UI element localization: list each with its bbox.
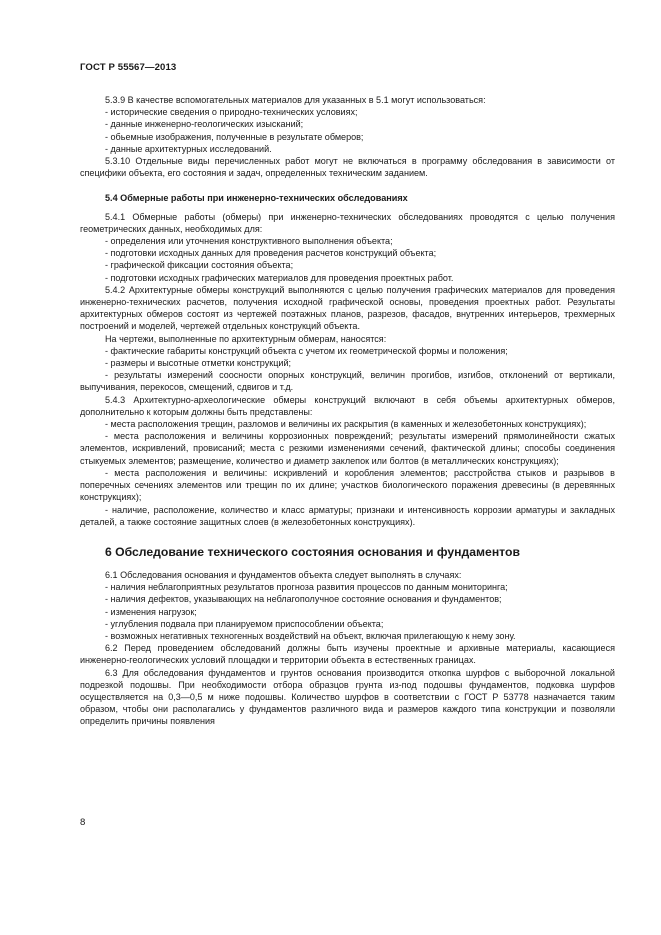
list-item: - наличия неблагоприятных результатов прогноза развития процессов по данным мониторинга; [105,582,508,593]
paragraph-5-3-10: 5.3.10 Отдельные виды перечисленных работ могут не включаться в программу обследования в зависимости от специфики объекта, его состояния и задач, определенных техническим заданием. [80,156,615,179]
list-item: - места расположения и величины коррозионных повреждений; результаты измерений прямолинейности сжатых элементов, искривлений, провисаний; места с резкими изменениями сечений, фактической длины; способы соединения стыкуемых элементов; размещение, количество и диаметр заклепок или болтов (в металлических конструкциях); [80,431,615,466]
paragraph-5-3-9: 5.3.9 В качестве вспомогательных материалов для указанных в 5.1 могут использоваться: [105,95,486,105]
document-code-header: ГОСТ Р 55567—2013 [80,62,177,73]
list-item: - фактические габариты конструкций объекта с учетом их геометрической формы и положения; [105,345,508,356]
paragraph-6-2: 6.2 Перед проведением обследований должны быть изучены проектные и архивные материалы, касающиеся инженерно-геологических условий площадки и территории объекта в естественных границах. [80,643,615,666]
list-item: - определения или уточнения конструктивного выполнения объекта; [105,236,393,247]
paragraph-5-4-1: 5.4.1 Обмерные работы (обмеры) при инженерно-технических обследованиях проводятся с целью получения геометрических данных, необходимых для: [80,211,615,234]
list-item: - углубления подвала при планируемом приспособлении объекта; [105,618,384,629]
paragraph-5-4-2: 5.4.2 Архитектурные обмеры конструкций выполняются с целью получения графических материалов для проведения инженерно-технических расчетов, получения исходной графической основы, проведения проектных работ. Результаты архитектурных обмеров состоят из чертежей поэтажных планов, разрезов, фасадов, внутренних интерьеров, трехмерных построений и моделей, чертежей отдельных конструкций объекта. [80,284,615,332]
list-item: - места расположения и величины: искривлений и коробления элементов; расстройства стыков и разрывов в поперечных сечениях элементов или трещин по их длине; участков биологического поражения древесины (в деревянных конструкциях); [80,467,615,503]
list-item: - наличия дефектов, указывающих на неблагополучное состояние основания и фундаментов; [105,594,502,605]
list-item: - подготовки исходных графических материалов для проведения проектных работ. [105,272,454,283]
subsection-heading-5-4: 5.4 Обмерные работы при инженерно-технических обследованиях [105,193,408,204]
list-item: - наличие, расположение, количество и класс арматуры; признаки и интенсивность коррозии арматуры и закладных деталей, а также состояние защитных слоев (в железобетонных конструкциях). [80,504,615,527]
list-item: - места расположения трещин, разломов и величины их раскрытия (в каменных и железобетонных конструкциях); [105,419,587,430]
list-item: - графической фиксации состояния объекта; [105,260,294,271]
list-item: - результаты измерений соосности опорных конструкций, величин прогибов, изгибов, отклонений от вертикали, выпучивания, перекосов, смещений, сдвигов и т.д. [80,370,615,393]
list-item: - исторические сведения о природно-технических условиях; [105,107,358,118]
list-item: - данные инженерно-геологических изысканий; [105,119,304,130]
page-body [80,94,615,728]
page-number: 8 [80,817,86,828]
list-item: - данные архитектурных исследований. [105,143,272,154]
paragraph-6-1: 6.1 Обследования основания и фундаментов объекта следует выполнять в случаях: [105,569,462,580]
list-item: - возможных негативных техногенных воздействий на объект, включая прилегающую к нему зону. [105,630,516,641]
list-item: - подготовки исходных данных для проведения расчетов конструкций объекта; [105,248,437,259]
paragraph-5-4-3: 5.4.3 Архитектурно-археологические обмеры конструкций включают в себя объемы архитектурных обмеров, дополнительно к которым должны быть представлены: [80,394,615,417]
list-item: - обьемные изображения, полученные в результате обмеров; [105,131,364,142]
paragraph-6-3: 6.3 Для обследования фундаментов и грунтов основания производится откопка шурфов с выборочной локальной подрезкой подошвы. При необходимости отбора образцов грунта из-под подошвы фундаментов, подковка шурфов осуществляется на 0,3—0,5 м ниже подошвы. Количество шурфов в соответствии с ГОСТ Р 53778 назначается таким образом, чтобы они располагались у фундаментов различного вида и размеров каждого типа конструкции и позволяли определить причины появления [80,667,615,727]
list-item: - размеры и высотные отметки конструкций; [105,358,292,369]
list-item: - изменения нагрузок; [105,606,197,617]
paragraph-5-4-2-drawings: На чертежи, выполненные по архитектурным обмерам, наносятся: [105,333,387,344]
section-heading-6: 6 Обследование технического состояния основания и фундаментов [105,544,520,559]
